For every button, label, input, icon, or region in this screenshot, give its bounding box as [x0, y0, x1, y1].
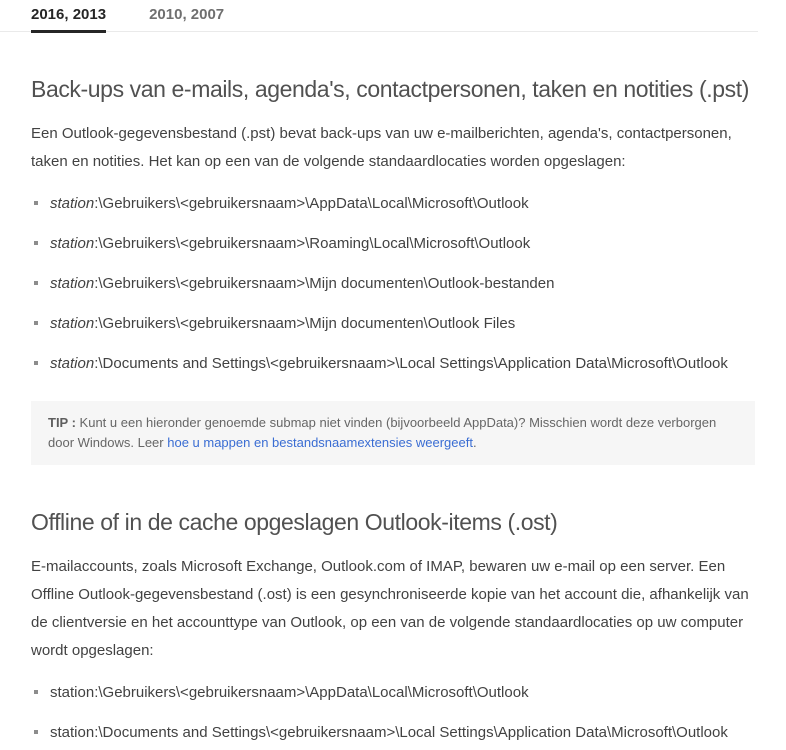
path-list-item — [31, 274, 755, 293]
ost-section-heading: Offline of in de cache opgeslagen Outlook-items (.ost) — [31, 509, 558, 535]
path-text: station:\Gebruikers\<gebruikersnaam>\AppData\Local\Microsoft\Outlook — [50, 684, 529, 701]
article-content — [0, 76, 786, 742]
pst-section-intro: Een Outlook-gegevensbestand (.pst) bevat back-ups van uw e-mailberichten, agenda's, contactpersonen, taken en notities. Het kan op een van de volgende standaardlocaties worden opgeslagen: — [31, 125, 732, 170]
pst-path-list — [31, 194, 755, 373]
path-list-item — [31, 314, 755, 333]
pst-section-heading: Back-ups van e-mails, agenda's, contactpersonen, taken en notities (.pst) — [31, 76, 749, 102]
tip-text-after: . — [472, 435, 477, 450]
tab-2010-2007[interactable]: 2010, 2007 — [149, 6, 225, 23]
path-text: station:\Documents and Settings\<gebruikersnaam>\Local Settings\Application Data\Microsoft\Outlook — [50, 355, 728, 372]
path-text: station:\Gebruikers\<gebruikersnaam>\Roaming\Local\Microsoft\Outlook — [50, 235, 531, 252]
path-list-item — [31, 234, 755, 253]
path-list-item — [31, 683, 755, 702]
path-text: station:\Documents and Settings\<gebruikersnaam>\Local Settings\Application Data\Microsoft\Outlook — [50, 724, 728, 741]
tip-text: Kunt u een hieronder genoemde submap niet vinden (bijvoorbeeld AppData)? Misschien wordt deze verborgen door Windows. Leer — [48, 415, 717, 450]
version-tab-bar — [0, 0, 758, 32]
bullet-square-icon — [34, 241, 38, 245]
path-list-item — [31, 723, 755, 742]
tip-link[interactable]: hoe u mappen en bestandsnaamextensies weergeeft — [167, 435, 473, 450]
bullet-square-icon — [34, 281, 38, 285]
path-list-item — [31, 354, 755, 373]
bullet-square-icon — [34, 321, 38, 325]
bullet-square-icon — [34, 730, 38, 734]
bullet-square-icon — [34, 690, 38, 694]
tab-2016-2013[interactable]: 2016, 2013 — [31, 6, 106, 33]
bullet-square-icon — [34, 201, 38, 205]
bullet-square-icon — [34, 361, 38, 365]
path-list-item — [31, 194, 755, 213]
tip-box — [31, 401, 755, 465]
path-text: station:\Gebruikers\<gebruikersnaam>\Mijn documenten\Outlook Files — [50, 315, 516, 332]
tip-label: TIP : — [48, 415, 76, 430]
ost-path-list — [31, 683, 755, 742]
ost-section-intro: E-mailaccounts, zoals Microsoft Exchange, Outlook.com of IMAP, bewaren uw e-mail op een server. Een Offline Outlook-gegevensbestand (.ost) is een gesynchroniseerde kopie van het account die, afhankelijk van de clientversie en het accounttype van Outlook, op een van de volgende standaardlocaties op uw computer wordt opgeslagen: — [31, 558, 749, 659]
path-text: station:\Gebruikers\<gebruikersnaam>\Mijn documenten\Outlook-bestanden — [50, 275, 555, 292]
path-text: station:\Gebruikers\<gebruikersnaam>\AppData\Local\Microsoft\Outlook — [50, 195, 529, 212]
